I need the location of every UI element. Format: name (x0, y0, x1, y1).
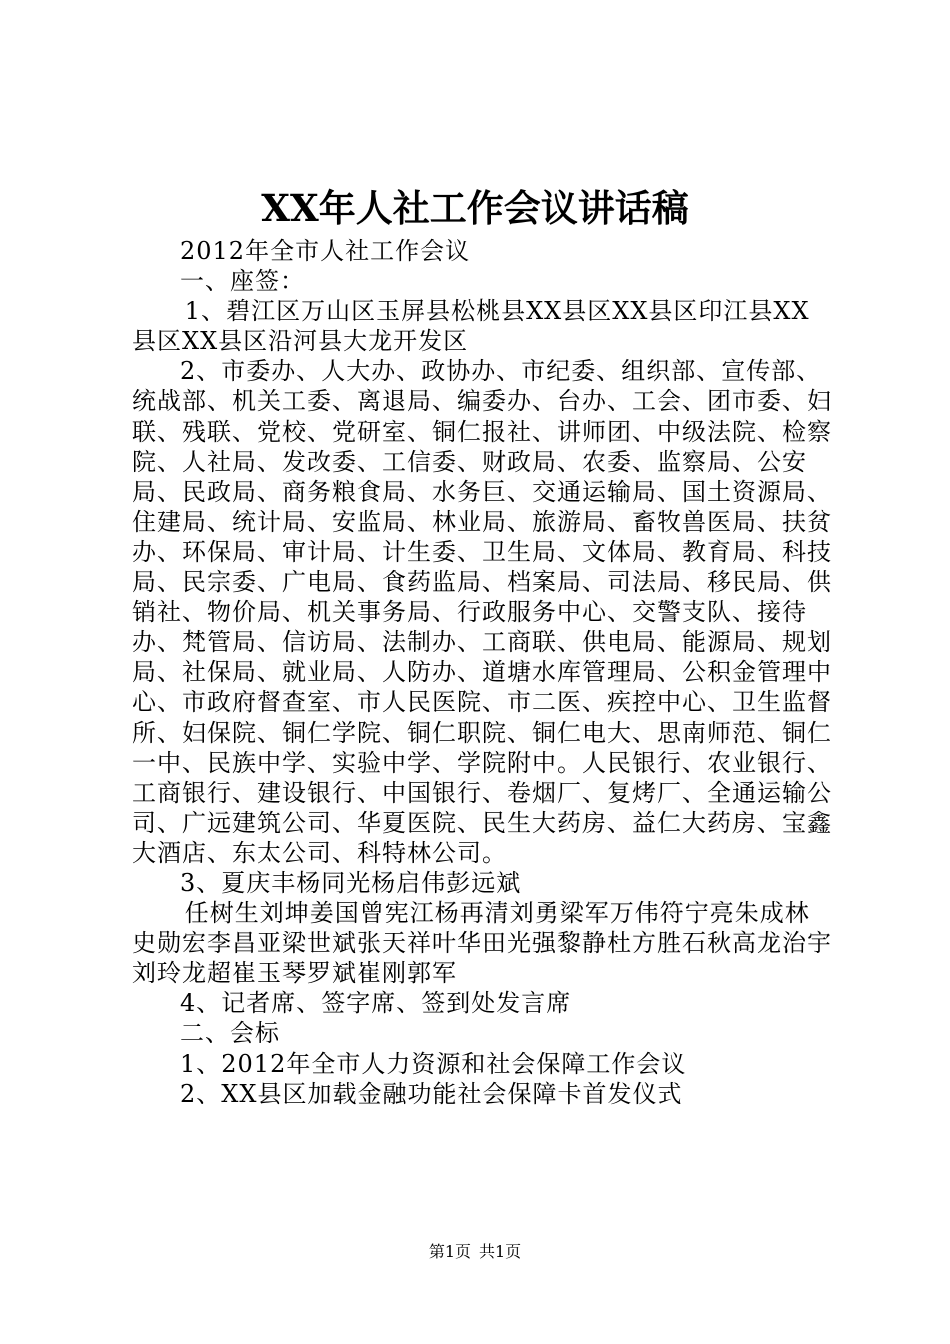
paragraph-section-seat-cards: 一、座签： (180, 267, 305, 296)
paragraph-leaders: 3、夏庆丰杨同光杨启伟彭远斌 (180, 868, 522, 897)
page-footer (0, 1240, 950, 1264)
paragraph-banner-2: 2、XX县区加载金融功能社会保障卡首发仪式 (180, 1079, 683, 1108)
paragraph-attendees: 任树生刘坤姜国曾宪江杨再清刘勇梁军万伟符宁亮朱成林史勋宏李昌亚梁世斌张天祥叶华田光强黎静杜方胜石秋高龙治宇刘玲龙超崔玉琴罗斌崔刚郭军 (132, 899, 832, 988)
document-title: XX年人社工作会议讲话稿 (261, 186, 689, 230)
paragraph-seating: 4、记者席、签字席、签到处发言席 (180, 989, 572, 1018)
paragraph-section-banner: 二、会标 (180, 1019, 280, 1048)
page-total: 共1页 (479, 1242, 522, 1261)
page-number: 第1页 (428, 1242, 471, 1261)
paragraph-meeting-name: 2012年全市人社工作会议 (180, 237, 471, 265)
paragraph-banner-1: 1、2012年全市人力资源和社会保障工作会议 (180, 1049, 687, 1078)
paragraph-departments: 2、市委办、人大办、政协办、市纪委、组织部、宣传部、统战部、机关工委、离退局、编委办、台办、工会、团市委、妇联、残联、党校、党研室、铜仁报社、讲师团、中级法院、检察院、人社局、发改委、工信委、财政局、农委、监察局、公安局、民政局、商务粮食局、水务巨、交通运输局、国土资源局、住建局、统计局、安监局、林业局、旅游局、畜牧兽医局、扶贫办、环保局、审计局、计生委、卫生局、文体局、教育局、科技局、民宗委、广电局、食药监局、档案局、司法局、移民局、供销社、物价局、机关事务局、行政服务中心、交警支队、接待办、梵管局、信访局、法制办、工商联、供电局、能源局、规划局、社保局、就业局、人防办、道塘水库管理局、公积金管理中心、市政府督查室、市人民医院、市二医、疾控中心、卫生监督所、妇保院、铜仁学院、铜仁职院、铜仁电大、思南师范、铜仁一中、民族中学、实验中学、学院附中。人民银行、农业银行、工商银行、建设银行、中国银行、卷烟厂、复烤厂、全通运输公司、广远建筑公司、华夏医院、民生大药房、益仁大药房、宝鑫大酒店、东太公司、科特林公司。 (132, 357, 832, 867)
document-body (132, 236, 832, 1109)
paragraph-districts: 1、碧江区万山区玉屏县松桃县XX县区XX县区印江县XX县区XX县区沿河县大龙开发区 (132, 297, 810, 356)
